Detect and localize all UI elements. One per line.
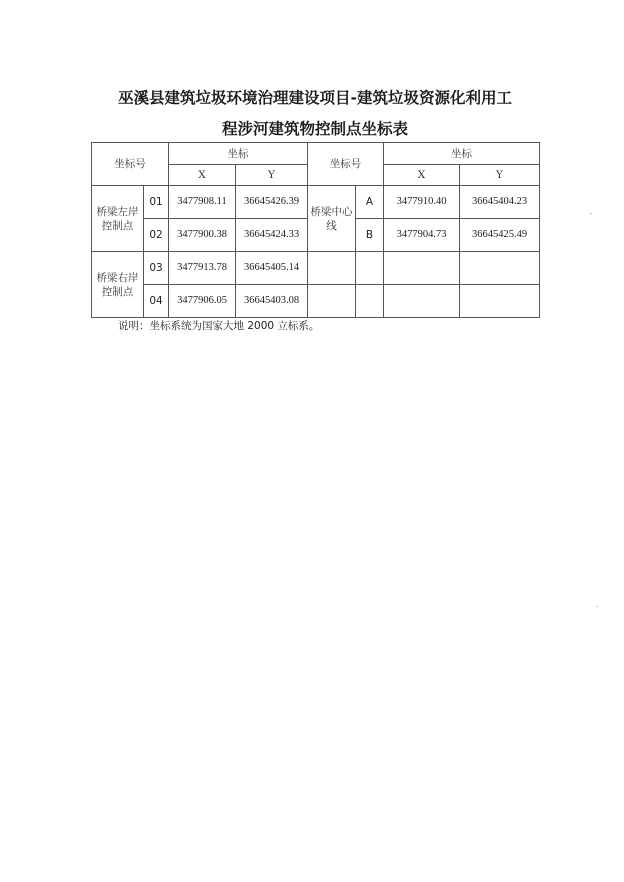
point-y: 36645405.14 xyxy=(236,252,308,285)
table-row xyxy=(92,186,540,219)
table-row xyxy=(92,252,540,285)
header-x-right: X xyxy=(384,165,460,186)
header-coord-id-left: 坐标号 xyxy=(92,143,169,186)
header-coord-left: 坐标 xyxy=(169,143,308,165)
scan-speck xyxy=(596,606,598,607)
header-coord-right: 坐标 xyxy=(384,143,540,165)
point-code: 01 xyxy=(144,186,169,219)
header-x-left: X xyxy=(169,165,236,186)
point-y: 36645403.08 xyxy=(236,285,308,318)
point-y-right: 36645425.49 xyxy=(460,219,540,252)
empty-cell xyxy=(460,285,540,318)
point-code-right: A xyxy=(356,186,384,219)
group-label-center-line: 桥梁中心线 xyxy=(308,186,356,252)
table-row xyxy=(92,285,540,318)
empty-cell xyxy=(460,252,540,285)
empty-cell xyxy=(308,252,356,285)
point-x: 3477900.38 xyxy=(169,219,236,252)
point-x-right: 3477904.73 xyxy=(384,219,460,252)
point-y: 36645424.33 xyxy=(236,219,308,252)
header-y-right: Y xyxy=(460,165,540,186)
point-x-right: 3477910.40 xyxy=(384,186,460,219)
point-x: 3477908.11 xyxy=(169,186,236,219)
group-label-right-bank: 桥梁右岸控制点 xyxy=(92,252,144,318)
empty-cell xyxy=(356,252,384,285)
group-label-left-bank: 桥梁左岸控制点 xyxy=(92,186,144,252)
header-y-left: Y xyxy=(236,165,308,186)
empty-cell xyxy=(356,285,384,318)
point-y: 36645426.39 xyxy=(236,186,308,219)
scan-speck xyxy=(590,213,592,214)
title-line-1: 巫溪县建筑垃圾环境治理建设项目-建筑垃圾资源化利用工 xyxy=(118,89,512,107)
point-code-right: B xyxy=(356,219,384,252)
control-point-table xyxy=(91,142,540,318)
point-x: 3477906.05 xyxy=(169,285,236,318)
empty-cell xyxy=(308,285,356,318)
header-row-1 xyxy=(92,143,540,165)
point-y-right: 36645404.23 xyxy=(460,186,540,219)
point-code: 04 xyxy=(144,285,169,318)
point-x: 3477913.78 xyxy=(169,252,236,285)
point-code: 03 xyxy=(144,252,169,285)
point-code: 02 xyxy=(144,219,169,252)
header-coord-id-right: 坐标号 xyxy=(308,143,384,186)
empty-cell xyxy=(384,285,460,318)
title-line-2: 程涉河建筑物控制点坐标表 xyxy=(221,120,408,138)
coordinate-system-note: 说明：坐标系统为国家大地 2000 立标系。 xyxy=(118,320,320,332)
empty-cell xyxy=(384,252,460,285)
